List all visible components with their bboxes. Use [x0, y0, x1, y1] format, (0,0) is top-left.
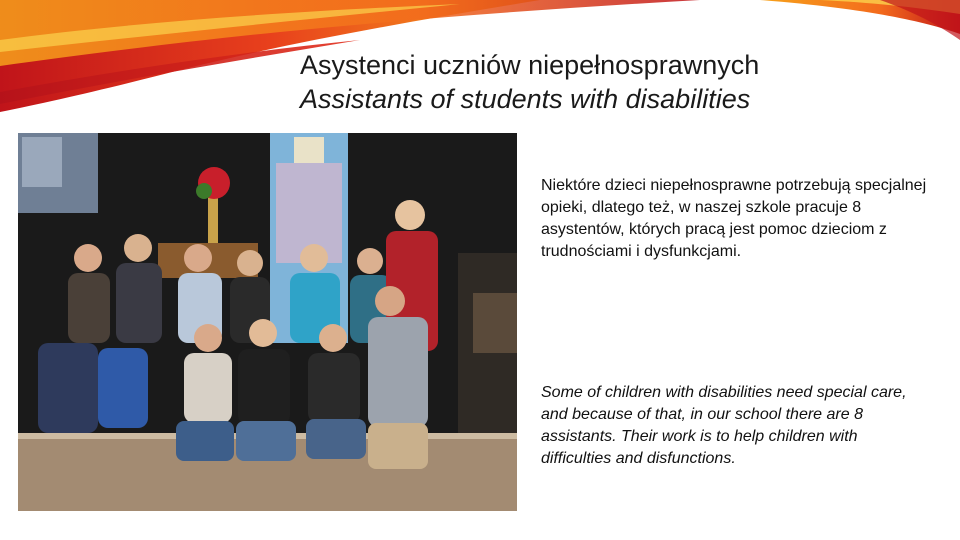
- paragraph-polish: Niektóre dzieci niepełnosprawne potrzebują specjalnej opieki, dlatego też, w naszej szkole pracuje 8 asystentów, których pracą jest pomoc dzieciom z trudnościami i dysfunkcjami.: [541, 177, 927, 260]
- title-block: [300, 48, 940, 116]
- paragraph-english: Some of children with disabilities need special care, and because of that, in our school there are 8 assistants. Their work is to help children with difficulties and disfunctions.: [541, 384, 907, 467]
- group-photo: [18, 133, 517, 511]
- slide-title-polish: Asystenci uczniów niepełnosprawnych: [300, 50, 760, 80]
- slide-title-english: Assistants of students with disabilities: [300, 84, 751, 114]
